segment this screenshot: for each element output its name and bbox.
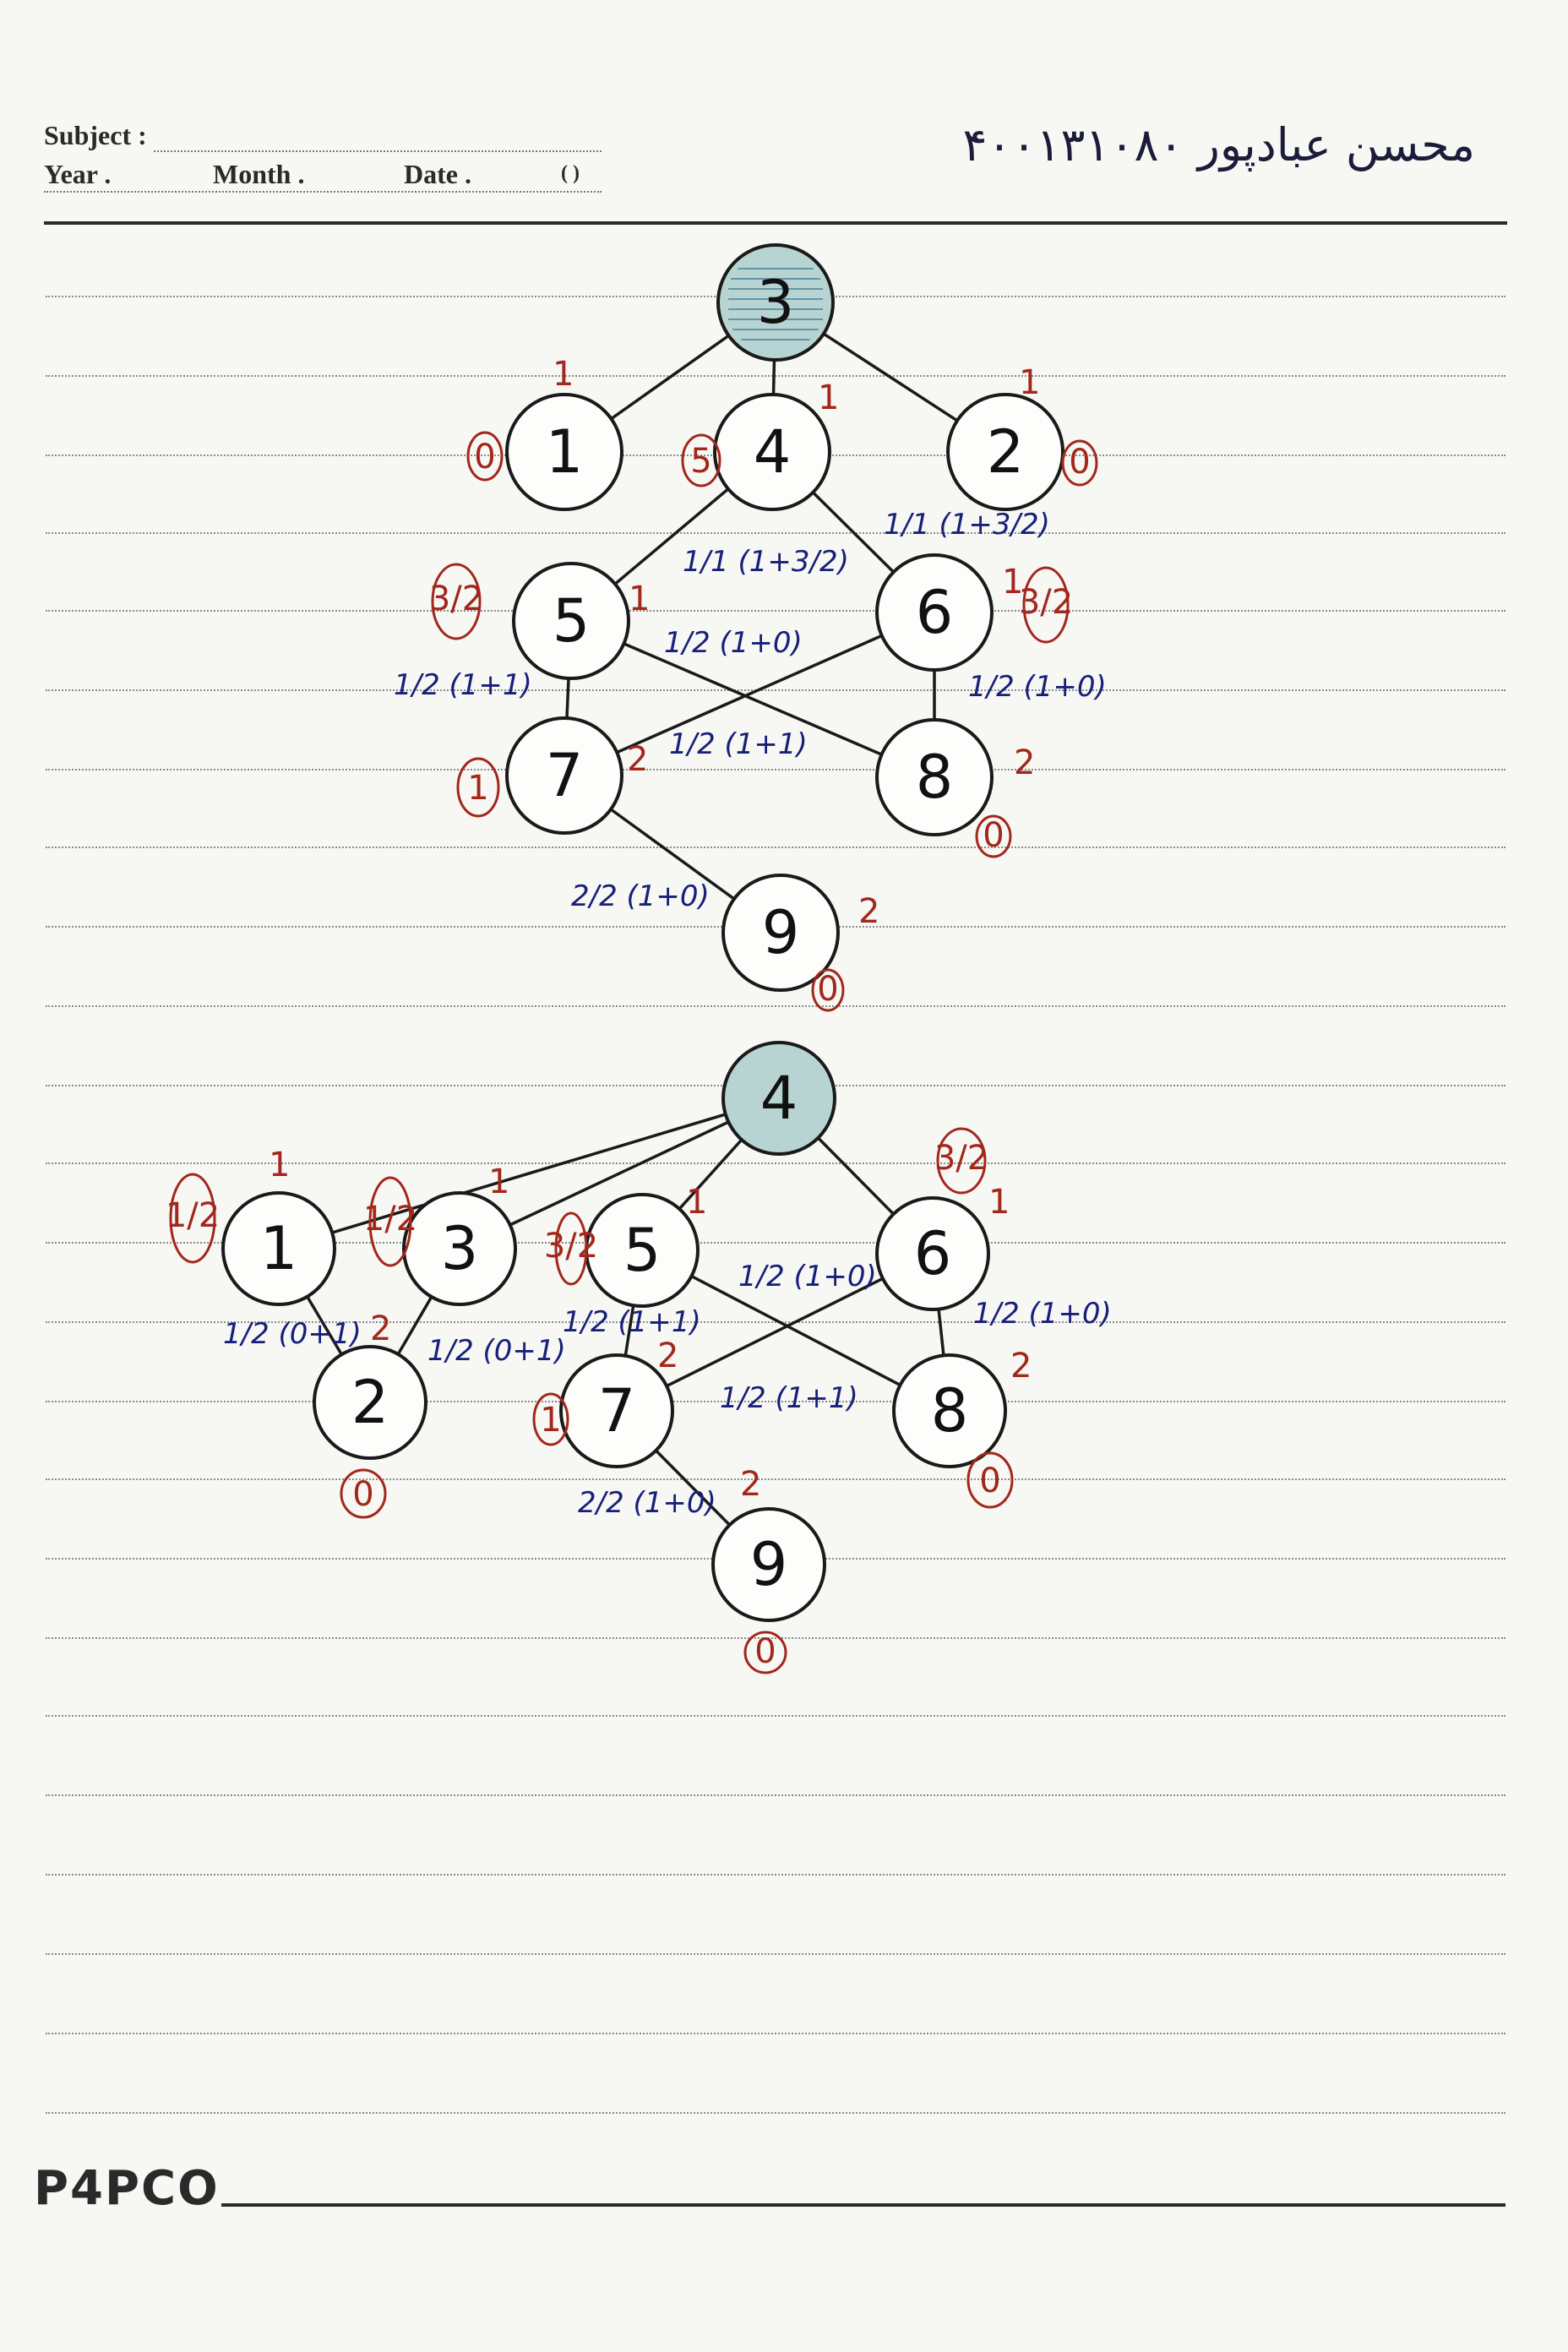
graph1-node-label: 1 [545, 417, 584, 487]
author-name: محسن عبادپور ۴۰۰۱۳۱۰۸۰ [962, 118, 1475, 172]
graph2-node-label: 5 [623, 1216, 662, 1285]
graph2-red-circled-value: 0 [352, 1475, 374, 1514]
graph2-formula: 1/2 (1+0) [738, 1260, 877, 1293]
graph1-node-label: 5 [552, 586, 591, 656]
graph2-red-value: 2 [657, 1337, 679, 1375]
graph2-red-circled-value: 1/2 [362, 1200, 418, 1239]
graph1-red-value: 1 [629, 580, 651, 618]
graph2-node-label: 7 [597, 1376, 636, 1446]
year-label: Year . [44, 159, 112, 189]
graph1-red-circled-value: 3/2 [428, 580, 484, 618]
graph1-red-value: 1 [553, 355, 574, 394]
graph1-node-label: 8 [915, 743, 954, 812]
graph2-formula: 2/2 (1+0) [578, 1486, 716, 1520]
graph2-node-label: 9 [749, 1530, 788, 1599]
graph2-node-label: 3 [440, 1214, 479, 1283]
graph2-formula: 1/2 (0+1) [427, 1334, 566, 1368]
graph2-red-value: 2 [370, 1309, 392, 1348]
graph2-red-circled-value: 0 [979, 1462, 1001, 1500]
graph2-formula: 1/2 (0+1) [223, 1317, 362, 1351]
graph2-formula: 1/2 (1+1) [563, 1305, 701, 1339]
graph1-red-circled-value: 0 [817, 970, 839, 1009]
graph1-formula: 1/1 (1+3/2) [884, 508, 1050, 542]
graph1-red-value: 1 [818, 378, 840, 417]
graph2-red-circled-value: 3/2 [934, 1139, 989, 1178]
graph1-formula: 2/2 (1+0) [571, 879, 710, 913]
graph1-formula: 1/2 (1+0) [968, 670, 1107, 704]
graph1-red-value: 2 [1014, 743, 1036, 782]
graph2-red-circled-value: 3/2 [543, 1227, 599, 1266]
graph2-formula: 1/2 (1+0) [973, 1297, 1112, 1331]
month-label: Month . [213, 159, 305, 189]
graph1-node-label: 9 [761, 898, 800, 967]
graph1-red-circled-value: 0 [1069, 443, 1091, 482]
graph1-formula: 1/2 (1+0) [664, 626, 803, 660]
graph2-node-label: 4 [760, 1064, 798, 1133]
graph2-formula: 1/2 (1+1) [720, 1381, 858, 1415]
graph1-node-label: 7 [545, 741, 584, 810]
graph1-red-circled-value: 3/2 [1018, 583, 1074, 622]
graph2-red-circled-value: 1/2 [165, 1196, 220, 1235]
graph2-node-label: 8 [930, 1376, 969, 1446]
graph1-node-label: 4 [753, 417, 792, 487]
graph2-red-value: 1 [988, 1183, 1010, 1222]
graph2-node-label: 1 [259, 1214, 298, 1283]
graph1-formula: 1/2 (1+1) [669, 727, 808, 761]
graph1-red-value: 2 [627, 740, 649, 779]
graph1-red-value: 2 [858, 892, 880, 931]
graph1-red-circled-value: 1 [467, 769, 489, 808]
graph1-red-circled-value: 0 [983, 816, 1004, 855]
brand-logo: P4PCO [34, 2161, 220, 2216]
date-parens: ( ) [561, 162, 580, 184]
graph2-red-value: 1 [488, 1162, 510, 1201]
graph2-red-value: 2 [740, 1465, 762, 1504]
graph-2 [166, 1043, 1112, 1673]
graph2-red-value: 1 [686, 1183, 708, 1222]
graph1-red-circled-value: 0 [474, 438, 496, 476]
graph1-red-value: 1 [1019, 363, 1041, 402]
graph1-formula: 1/1 (1+3/2) [683, 545, 849, 579]
graph1-formula: 1/2 (1+1) [394, 668, 532, 702]
graph1-red-value: 1 [1002, 563, 1024, 602]
graph2-red-value: 1 [269, 1146, 291, 1184]
date-label: Date . [404, 159, 471, 189]
graph1-node-label: 3 [756, 268, 795, 337]
graph2-edge-4-1 [279, 1098, 779, 1249]
graph1-node-label: 2 [986, 417, 1025, 487]
graph2-red-value: 2 [1010, 1347, 1032, 1386]
graph2-node-label: 2 [351, 1368, 389, 1437]
graph1-node-label: 6 [915, 578, 954, 647]
graph2-red-circled-value: 1 [540, 1401, 562, 1440]
graph2-node-label: 6 [913, 1219, 952, 1288]
graph-1 [394, 245, 1107, 1010]
graph2-red-circled-value: 0 [754, 1632, 776, 1671]
graph1-red-circled-value: 5 [690, 442, 712, 481]
subject-label: Subject : [44, 120, 147, 150]
